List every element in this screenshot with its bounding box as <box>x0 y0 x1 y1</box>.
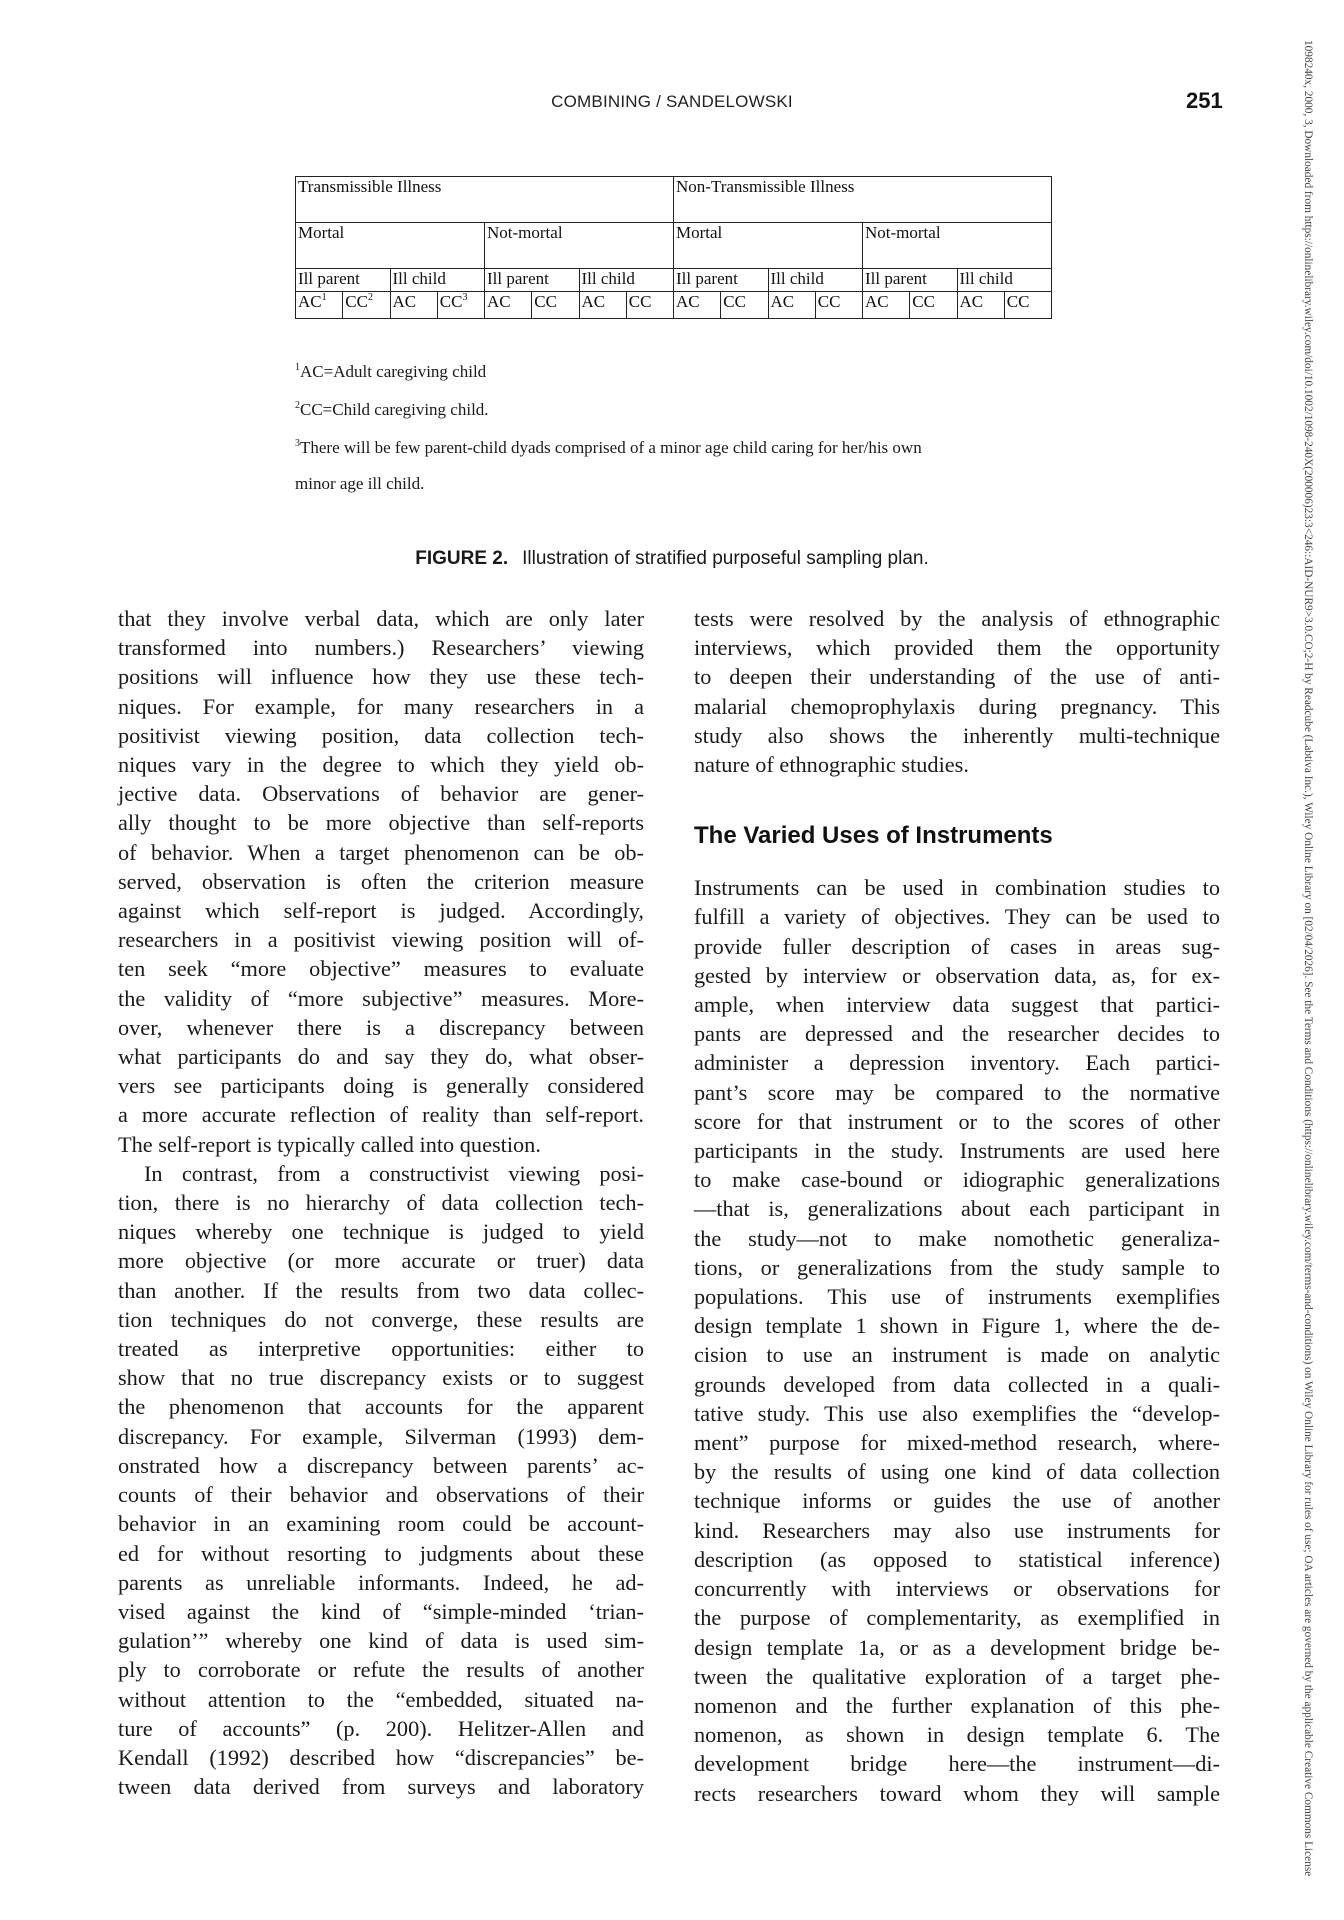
text-line: niques. For example, for many researchers in a <box>118 693 644 719</box>
text-line: tween data derived from surveys and laboratory <box>118 1774 644 1800</box>
mortality-header <box>295 222 485 269</box>
text-line: treated as interpretive opportunities: either to <box>118 1336 644 1362</box>
illness-type-header-text: Non-Transmissible Illness <box>676 177 855 196</box>
footnote <box>295 438 922 458</box>
caregiver-cell-text: AC <box>865 292 889 311</box>
caregiver-cell <box>720 291 768 319</box>
illness-type-header-text: Transmissible Illness <box>298 177 442 196</box>
text-line: study also shows the inherently multi-technique <box>694 722 1220 748</box>
text-line: show that no true discrepancy exists or to suggest <box>118 1365 644 1391</box>
text-line: tion, there is no hierarchy of data collection tech- <box>118 1190 644 1216</box>
caregiver-cell-text: CC <box>1006 292 1030 311</box>
ill-member-header-text: Ill child <box>959 269 1013 288</box>
text-line: vers see participants doing is generally considered <box>118 1073 644 1099</box>
right-intro-paragraph <box>694 604 1220 779</box>
text-line: populations. This use of instruments exemplifies <box>694 1284 1220 1310</box>
text-line: Kendall (1992) described how “discrepancies” be- <box>118 1744 644 1770</box>
text-line: jective data. Observations of behavior are gener- <box>118 781 644 807</box>
caregiver-cell <box>531 291 579 319</box>
text-line: fulfill a variety of objectives. They can be used to <box>694 904 1220 930</box>
illness-type-header <box>673 176 1052 223</box>
text-line: tween the qualitative exploration of a target phe- <box>694 1663 1220 1689</box>
text-line: technique informs or guides the use of another <box>694 1488 1220 1514</box>
text-line: the purpose of complementarity, as exemplified in <box>694 1605 1220 1631</box>
ill-member-header <box>673 268 769 292</box>
ill-member-header <box>484 268 580 292</box>
caregiver-cell <box>342 291 390 319</box>
footnote-text: There will be few parent-child dyads comprised of a minor age child caring for her/his own <box>300 438 922 457</box>
mortality-header-text: Not-mortal <box>487 223 563 242</box>
mortality-header-text: Mortal <box>676 223 723 242</box>
text-line: of behavior. When a target phenomenon can be ob- <box>118 839 644 865</box>
text-line: pant’s score may be compared to the normative <box>694 1079 1220 1105</box>
text-line: positivist viewing position, data collection tech- <box>118 722 644 748</box>
text-line: rects researchers toward whom they will sample <box>694 1780 1220 1806</box>
text-line: onstrated how a discrepancy between parents’ ac- <box>118 1452 644 1478</box>
caregiver-cell <box>673 291 721 319</box>
footnote-marker: 2 <box>367 292 373 303</box>
caregiver-cell <box>957 291 1005 319</box>
mortality-header-text: Not-mortal <box>865 223 941 242</box>
caregiver-cell <box>768 291 816 319</box>
page-number: 251 <box>1186 88 1223 113</box>
footnote-marker: 2 <box>295 400 300 411</box>
text-line: than another. If the results from two data collec- <box>118 1277 644 1303</box>
text-line: ten seek “more objective” measures to evaluate <box>118 956 644 982</box>
caregiver-cell-text: AC <box>298 292 322 311</box>
caregiver-cell-text: CC <box>817 292 841 311</box>
text-line: tions, or generalizations from the study sample to <box>694 1254 1220 1280</box>
text-line: against which self-report is judged. Accordingly, <box>118 898 644 924</box>
text-line: behavior in an examining room could be account- <box>118 1511 644 1537</box>
caregiver-cell <box>862 291 910 319</box>
text-line: tests were resolved by the analysis of ethnographic <box>694 606 1220 631</box>
footnote <box>295 362 486 382</box>
text-line: positions will influence how they use these tech- <box>118 664 644 690</box>
ill-member-header-text: Ill child <box>581 269 635 288</box>
text-line: the study—not to make nomothetic generaliza- <box>694 1225 1220 1251</box>
text-line: design template 1 shown in Figure 1, where the de- <box>694 1313 1220 1339</box>
download-notice: 1098240x, 2000, 3, Downloaded from https://onlinelibrary.wiley.com/doi/10.1002/1098-240X(200006)23:3<246::AID-NUR9>3.0.CO;2-H by Readcube (Labtiva Inc.), Wiley Online Library on [02/04/2026]. See the Terms and Conditions (https://onlinelibrary.wiley.com/terms-and-conditions) on Wiley Online Library for rules of use; OA articles are governed by the applicable Creative Commons License <box>1302 40 1314 1877</box>
caregiver-cell <box>437 291 485 319</box>
right-column <box>694 604 1220 1808</box>
section-heading: The Varied Uses of Instruments <box>694 822 1053 850</box>
caregiver-cell <box>909 291 957 319</box>
text-line: cision to use an instrument is made on analytic <box>694 1342 1220 1368</box>
ill-member-header <box>862 268 958 292</box>
ill-member-header <box>390 268 486 292</box>
mortality-header <box>862 222 1052 269</box>
footnote-marker: 1 <box>321 292 327 303</box>
text-line: a more accurate reflection of reality than self-report. <box>118 1102 644 1128</box>
caregiver-cell-text: AC <box>392 292 417 311</box>
text-line: niques vary in the degree to which they yield ob- <box>118 752 644 778</box>
text-line: niques whereby one technique is judged to yield <box>118 1219 644 1245</box>
mortality-header-text: Mortal <box>298 223 345 242</box>
ill-member-header-text: Ill child <box>392 269 446 288</box>
caregiver-cell-text: AC <box>487 292 511 311</box>
text-line: the phenomenon that accounts for the apparent <box>118 1394 644 1420</box>
footnote-text: AC=Adult caregiving child <box>300 362 487 381</box>
caregiver-cell <box>1004 291 1052 319</box>
ill-member-header-text: Ill parent <box>487 269 549 288</box>
text-line: score for that instrument or to the scores of other <box>694 1108 1220 1134</box>
footnote-text: CC=Child caregiving child. <box>300 400 489 419</box>
body-paragraph <box>118 1159 644 1801</box>
text-line: —that is, generalizations about each participant in <box>694 1196 1220 1222</box>
text-line: transformed into numbers.) Researchers’ viewing <box>118 635 644 661</box>
caregiver-cell-text: CC <box>439 292 463 311</box>
ill-member-header <box>768 268 864 292</box>
text-line: ture of accounts” (p. 200). Helitzer-Allen and <box>118 1715 644 1741</box>
footnote-text: minor age ill child. <box>295 474 425 493</box>
text-line: parents as unreliable informants. Indeed, he ad- <box>118 1569 644 1595</box>
text-line: ment” purpose for mixed-method research, where- <box>694 1430 1220 1456</box>
text-line: tative study. This use also exemplifies the “develop- <box>694 1400 1220 1426</box>
text-line: ample, when interview data suggest that partici- <box>694 992 1220 1018</box>
caregiver-cell <box>815 291 863 319</box>
body-paragraph <box>118 604 644 1159</box>
ill-member-header-text: Ill parent <box>298 269 360 288</box>
ill-member-header <box>579 268 675 292</box>
footnote <box>295 474 424 494</box>
caregiver-cell-text: AC <box>676 292 700 311</box>
text-line: researchers in a positivist viewing position will of- <box>118 927 644 953</box>
text-line: kind. Researchers may also use instruments for <box>694 1517 1220 1543</box>
caregiver-cell-text: CC <box>345 292 368 311</box>
text-line: to make case-bound or idiographic generalizations <box>694 1167 1220 1193</box>
ill-member-header <box>957 268 1053 292</box>
text-line: to deepen their understanding of the use of anti- <box>694 664 1220 690</box>
text-line: more objective (or more accurate or truer) data <box>118 1248 644 1274</box>
text-line: design template 1a, or as a development bridge be- <box>694 1634 1220 1660</box>
text-line: ally thought to be more objective than self-reports <box>118 810 644 836</box>
text-line: that they involve verbal data, which are only later <box>118 606 644 631</box>
text-line: discrepancy. For example, Silverman (1993) dem- <box>118 1423 644 1449</box>
mortality-header <box>673 222 863 269</box>
text-line: In contrast, from a constructivist viewing posi- <box>144 1160 644 1186</box>
ill-member-header-text: Ill parent <box>676 269 738 288</box>
illness-type-header <box>295 176 674 223</box>
text-line: participants in the study. Instruments are used here <box>694 1138 1220 1164</box>
text-line: counts of their behavior and observations of their <box>118 1482 644 1508</box>
ill-member-header-text: Ill parent <box>865 269 927 288</box>
text-line: malarial chemoprophylaxis during pregnancy. This <box>694 693 1220 719</box>
text-line: without attention to the “embedded, situated na- <box>118 1686 644 1712</box>
caregiver-cell-text: CC <box>723 292 746 311</box>
footnote-marker: 1 <box>295 362 300 373</box>
text-line: development bridge here—the instrument—di- <box>694 1751 1220 1777</box>
figure-label: FIGURE 2. <box>415 548 509 569</box>
figure-caption-text: Illustration of stratified purposeful sampling plan. <box>522 548 929 569</box>
sampling-plan-table <box>295 176 1051 319</box>
text-line: over, whenever there is a discrepancy between <box>118 1014 644 1040</box>
caregiver-cell <box>484 291 532 319</box>
caregiver-cell-text: CC <box>534 292 557 311</box>
text-line: The self-report is typically called into question. <box>118 1131 541 1157</box>
text-line: ply to corroborate or refute the results of another <box>118 1657 644 1683</box>
text-line: tion techniques do not converge, these results are <box>118 1306 644 1332</box>
mortality-header <box>484 222 674 269</box>
caregiver-cell-text: CC <box>628 292 652 311</box>
caregiver-cell-text: CC <box>912 292 935 311</box>
caregiver-cell-text: AC <box>770 292 795 311</box>
text-line: provide fuller description of cases in areas sug- <box>694 933 1220 959</box>
left-column <box>118 604 644 1801</box>
text-line: nature of ethnographic studies. <box>694 752 969 778</box>
text-line: nomenon and the further explanation of this phe- <box>694 1692 1220 1718</box>
text-line: interviews, which provided them the opportunity <box>694 635 1220 661</box>
caregiver-cell <box>626 291 674 319</box>
figure-caption <box>0 548 1344 570</box>
text-line: what participants do and say they do, what obser- <box>118 1044 644 1070</box>
text-line: pants are depressed and the researcher decides to <box>694 1021 1220 1047</box>
caregiver-cell <box>579 291 627 319</box>
caregiver-cell <box>390 291 438 319</box>
caregiver-cell-text: AC <box>581 292 606 311</box>
footnote <box>295 400 489 420</box>
caregiver-cell <box>295 291 343 319</box>
text-line: vised against the kind of “simple-minded ‘trian- <box>118 1598 644 1624</box>
ill-member-header <box>295 268 391 292</box>
text-line: gulation’” whereby one kind of data is used sim- <box>118 1628 644 1654</box>
text-line: administer a depression inventory. Each partici- <box>694 1050 1220 1076</box>
text-line: description (as opposed to statistical inference) <box>694 1546 1220 1572</box>
footnote-marker: 3 <box>462 292 468 303</box>
footnote-marker: 3 <box>295 438 300 449</box>
text-line: gested by interview or observation data, as, for ex- <box>694 962 1220 988</box>
running-head: COMBINING / SANDELOWSKI <box>551 92 793 111</box>
text-line: nomenon, as shown in design template 6. The <box>694 1722 1220 1748</box>
caregiver-cell-text: AC <box>959 292 984 311</box>
text-line: by the results of using one kind of data collection <box>694 1459 1220 1485</box>
text-line: served, observation is often the criterion measure <box>118 868 644 894</box>
right-body-paragraph <box>694 873 1220 1808</box>
text-line: concurrently with interviews or observations for <box>694 1576 1220 1602</box>
ill-member-header-text: Ill child <box>770 269 824 288</box>
text-line: grounds developed from data collected in a quali- <box>694 1371 1220 1397</box>
text-line: ed for without resorting to judgments about these <box>118 1540 644 1566</box>
text-line: the validity of “more subjective” measures. More- <box>118 985 644 1011</box>
text-line: Instruments can be used in combination studies to <box>694 875 1220 901</box>
